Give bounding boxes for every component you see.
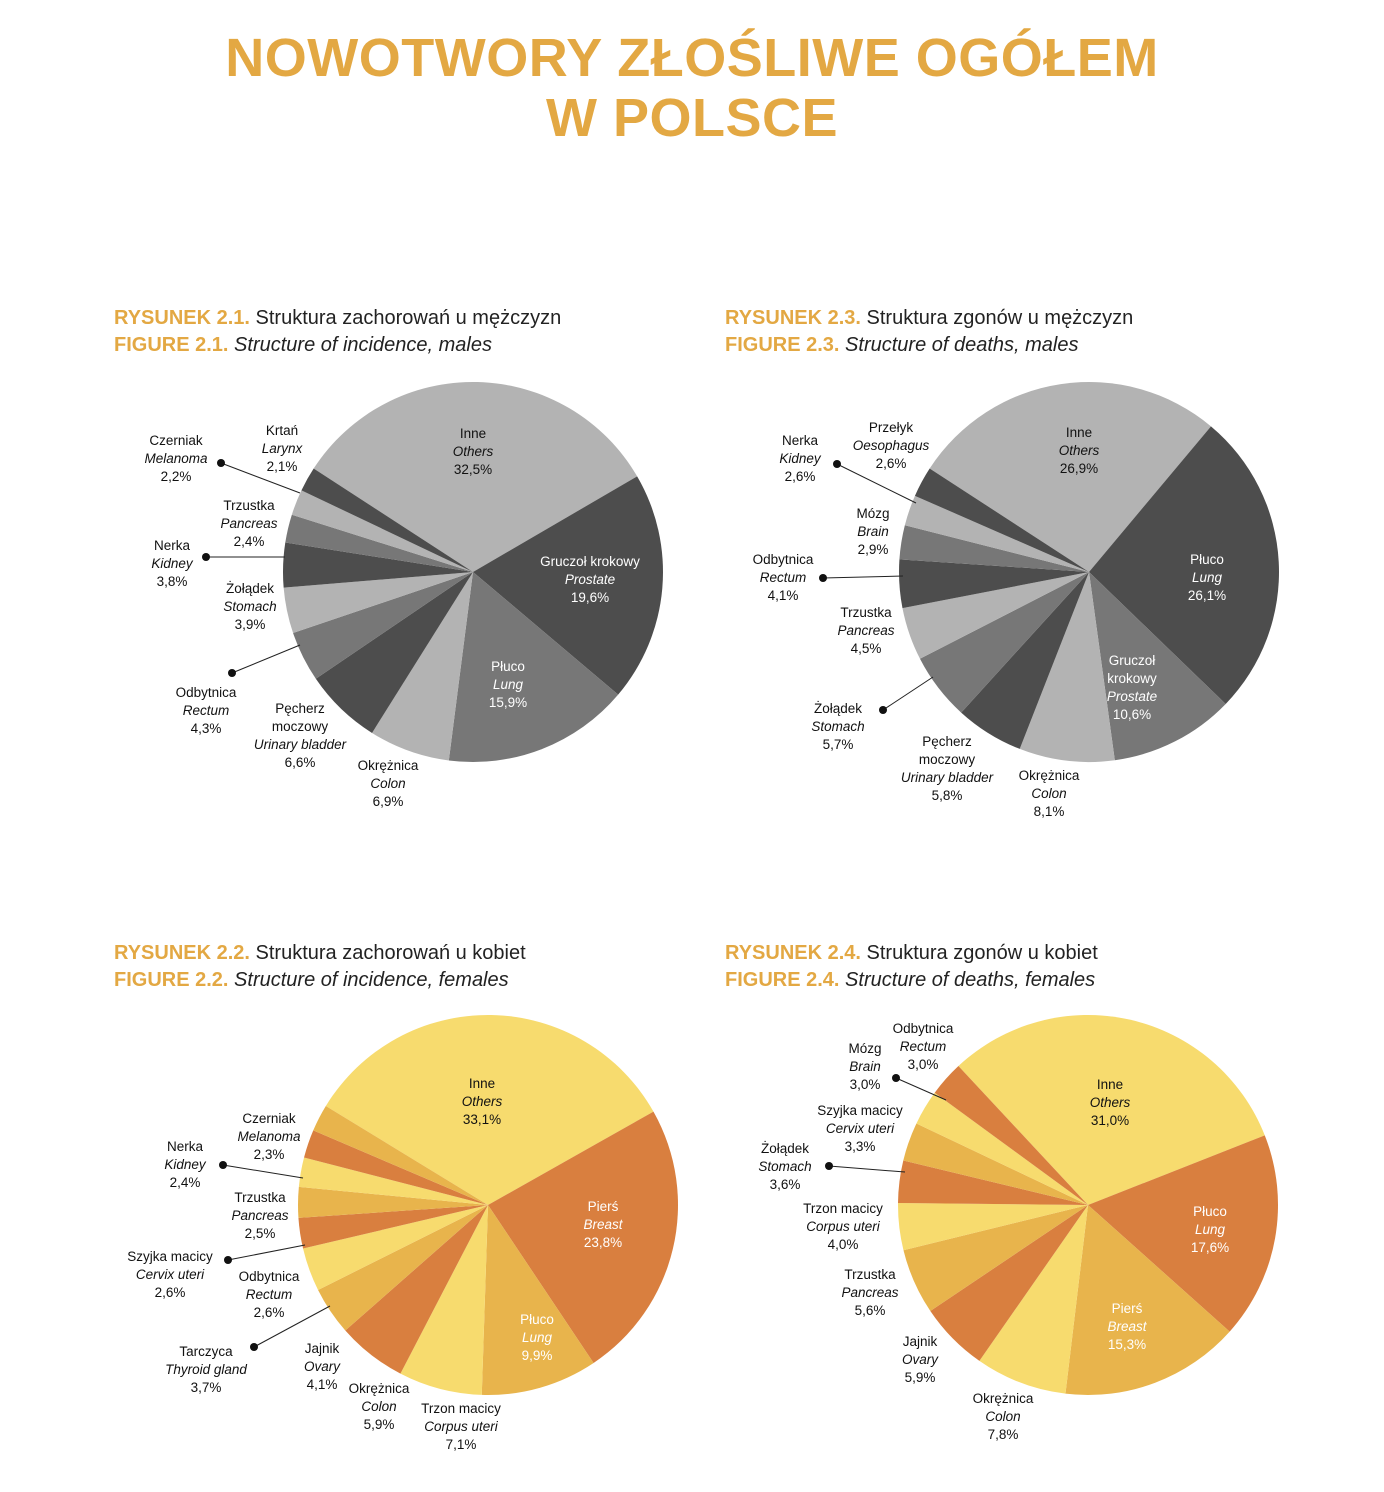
slice-label-urinary-bladder (254, 700, 346, 772)
slice-value: 5,8% (931, 788, 963, 803)
slice-value: 26,9% (1059, 461, 1099, 476)
slice-label-urinary-bladder (901, 733, 993, 805)
slice-value: 4,1% (767, 588, 799, 603)
slice-label-stomach (223, 580, 276, 634)
leader-line (823, 576, 903, 578)
slice-value: 2,4% (233, 534, 265, 549)
figure-title-pl: Struktura zgonów u kobiet (866, 942, 1098, 964)
slice-label-stomach (758, 1140, 811, 1194)
slice-value: 3,8% (156, 574, 188, 589)
slice-value: 5,6% (854, 1303, 886, 1318)
slice-name-pl: Płuco (1190, 552, 1224, 567)
leader-line (829, 1166, 905, 1172)
slice-label-ovary (304, 1340, 340, 1394)
figure-number-en: FIGURE 2.4. (725, 969, 840, 991)
slice-value: 3,6% (769, 1177, 801, 1192)
slice-name-pl: Trzustka (844, 1267, 896, 1282)
slice-name-pl: Czerniak (242, 1111, 296, 1126)
figure-title-en: Structure of deaths, males (845, 334, 1079, 356)
slice-label-others (1059, 424, 1100, 478)
slice-name-pl: Nerka (166, 1139, 203, 1154)
slice-label-rectum (753, 551, 814, 605)
slice-value: 23,8% (583, 1235, 623, 1250)
slice-name-pl: Czerniak (149, 433, 203, 448)
slice-label-corpus-uteri (421, 1400, 501, 1454)
slice-value: 8,1% (1033, 804, 1065, 819)
slice-name-en: Stomach (223, 599, 277, 614)
slice-label-colon (1019, 767, 1080, 821)
slice-value: 3,0% (907, 1057, 939, 1072)
slice-value: 2,4% (169, 1175, 201, 1190)
figure-number-pl: RYSUNEK 2.4. (725, 942, 861, 964)
slice-name-pl: Trzon macicy (803, 1201, 883, 1216)
slice-name-pl: Mózg (848, 1041, 882, 1056)
slice-label-corpus-uteri (803, 1200, 883, 1254)
slice-name-pl: Trzon macicy (421, 1401, 501, 1416)
leader-dot (825, 1162, 833, 1170)
slice-value: 7,8% (987, 1427, 1019, 1442)
slice-value: 15,9% (488, 695, 528, 710)
slice-name-en: Ovary (303, 1359, 341, 1374)
leader-line (883, 677, 933, 710)
slice-name-en: Melanoma (237, 1129, 301, 1144)
slice-label-rectum (176, 684, 237, 738)
slice-label-ovary (902, 1333, 938, 1387)
slice-label-breast (583, 1198, 622, 1252)
slice-name-en: Urinary bladder (253, 737, 347, 752)
slice-value: 2,6% (875, 456, 907, 471)
figure-number-pl: RYSUNEK 2.3. (725, 307, 861, 329)
slice-name-pl: Odbytnica (892, 1021, 954, 1036)
slice-name-en: Others (1089, 1095, 1131, 1110)
slice-name-en: Rectum (899, 1039, 947, 1054)
slice-label-rectum (239, 1268, 300, 1322)
slice-value: 6,9% (372, 794, 404, 809)
slice-value: 2,3% (253, 1147, 285, 1162)
slice-name-pl: Okrężnica (1018, 768, 1080, 783)
slice-name-pl: Nerka (781, 433, 818, 448)
slice-label-colon (973, 1390, 1034, 1444)
leader-dot (202, 553, 210, 561)
slice-label-colon (358, 757, 419, 811)
slice-label-lung (489, 658, 527, 712)
slice-value: 5,9% (904, 1370, 936, 1385)
slice-name-en: Lung (1194, 1222, 1226, 1237)
slice-name-en: Others (461, 1094, 503, 1109)
leader-dot (892, 1074, 900, 1082)
slice-name-en: Lung (1191, 570, 1223, 585)
slice-label-breast (1107, 1300, 1146, 1354)
slice-label-rectum (893, 1020, 954, 1074)
slice-name-pl: Pierś (587, 1199, 619, 1214)
slice-name-en: Kidney (164, 1157, 206, 1172)
slice-name-en: Larynx (261, 441, 303, 456)
leader-dot (879, 706, 887, 714)
slice-name-en: Corpus uteri (806, 1219, 880, 1234)
slice-label-pancreas (220, 497, 277, 551)
slice-value: 3,0% (849, 1077, 881, 1092)
figure-title-pl: Struktura zachorowań u mężczyzn (255, 307, 562, 329)
slice-name-pl: Inne (1065, 425, 1093, 440)
slice-value: 5,7% (822, 737, 854, 752)
slice-label-lung (1188, 551, 1226, 605)
slice-name-en: Cervix uteri (825, 1121, 895, 1136)
slice-label-others (453, 425, 494, 479)
slice-name-en: Rectum (182, 703, 230, 718)
slice-value: 2,9% (857, 542, 889, 557)
leader-line (232, 645, 300, 673)
slice-value: 2,6% (154, 1285, 186, 1300)
slice-name-pl: Inne (459, 426, 487, 441)
figure-title-en: Structure of incidence, males (234, 334, 492, 356)
slice-value: 17,6% (1190, 1240, 1230, 1255)
leader-dot (228, 669, 236, 677)
page-title-line-1: NOWOTWORY ZŁOŚLIWE OGÓŁEM (225, 28, 1159, 88)
slice-label-pancreas (841, 1266, 898, 1320)
slice-name-pl: Okrężnica (357, 758, 419, 773)
slice-name-pl: Nerka (153, 538, 190, 553)
slice-label-melanoma (144, 432, 207, 486)
slice-name-en: Kidney (151, 556, 193, 571)
slice-name-en: Colon (361, 1399, 397, 1414)
slice-name-pl: Odbytnica (238, 1269, 300, 1284)
slice-label-lung (1191, 1203, 1229, 1257)
slice-name-en: Corpus uteri (424, 1419, 498, 1434)
slice-name-en: Colon (1031, 786, 1067, 801)
slice-value: 3,3% (844, 1139, 876, 1154)
slice-name-en: Urinary bladder (900, 770, 994, 785)
slice-name-pl: Żołądek (760, 1141, 810, 1156)
slice-name-en: Colon (370, 776, 406, 791)
slice-name-pl: Mózg (856, 506, 890, 521)
slice-name-en: Lung (492, 677, 524, 692)
slice-name-en: Rectum (245, 1287, 293, 1302)
figure-number-en: FIGURE 2.1. (114, 334, 229, 356)
figure-title-en: Structure of deaths, females (845, 969, 1096, 991)
slice-label-prostate (1107, 652, 1157, 724)
slice-name-en: Ovary (901, 1352, 939, 1367)
slice-label-thyroid-gland (165, 1343, 247, 1397)
leader-line (223, 1165, 303, 1178)
slice-name-pl: Szyjka macicy (127, 1249, 213, 1264)
slice-name-en: Cervix uteri (135, 1267, 205, 1282)
slice-name-en: Pancreas (837, 623, 895, 638)
slice-name-pl: Tarczyca (179, 1344, 233, 1359)
slice-name-pl: Jajnik (304, 1341, 340, 1356)
leader-dot (819, 574, 827, 582)
slice-name-pl: Trzustka (223, 498, 275, 513)
slice-value: 3,7% (190, 1380, 222, 1395)
slice-name-en: Others (1058, 443, 1100, 458)
figure-number-en: FIGURE 2.2. (114, 969, 229, 991)
slice-name-en: Thyroid gland (165, 1362, 247, 1377)
figure-number-en: FIGURE 2.3. (725, 334, 840, 356)
slice-name-en: Lung (521, 1330, 553, 1345)
slice-label-stomach (811, 700, 864, 754)
slice-name-en: Pancreas (220, 516, 278, 531)
slice-name-en: Pancreas (231, 1208, 289, 1223)
slice-name-en: Breast (1107, 1319, 1147, 1334)
slice-name-pl: Gruczoł krokowy (1107, 653, 1157, 686)
slice-name-pl: Okrężnica (972, 1391, 1034, 1406)
slice-value: 3,9% (234, 617, 266, 632)
slice-name-pl: Trzustka (234, 1190, 286, 1205)
slice-name-en: Prostate (564, 572, 616, 587)
slice-label-melanoma (237, 1110, 300, 1164)
figure-title-pl: Struktura zgonów u mężczyzn (866, 307, 1134, 329)
leader-dot (224, 1256, 232, 1264)
slice-name-en: Stomach (811, 719, 865, 734)
slice-value: 5,9% (363, 1417, 395, 1432)
slice-name-pl: Płuco (520, 1312, 554, 1327)
slice-value: 4,3% (190, 721, 222, 736)
slice-name-pl: Żołądek (225, 581, 275, 596)
slice-name-pl: Płuco (491, 659, 525, 674)
slice-name-en: Colon (985, 1409, 1021, 1424)
slice-value: 10,6% (1112, 707, 1152, 722)
slice-name-en: Oesophagus (852, 438, 930, 453)
slice-value: 2,6% (784, 469, 816, 484)
slice-name-en: Breast (583, 1217, 623, 1232)
slice-name-pl: Pęcherz moczowy (918, 734, 976, 767)
slice-name-pl: Odbytnica (752, 552, 814, 567)
slice-label-brain (856, 505, 889, 559)
slice-value: 2,6% (253, 1305, 285, 1320)
slice-value: 2,5% (244, 1226, 276, 1241)
slice-name-pl: Szyjka macicy (817, 1103, 903, 1118)
slice-value: 7,1% (445, 1437, 477, 1452)
slice-label-kidney (779, 432, 820, 486)
slice-name-pl: Krtań (265, 423, 299, 438)
slice-value: 31,0% (1090, 1113, 1130, 1128)
figure-title-en: Structure of incidence, females (234, 969, 509, 991)
slice-name-pl: Inne (468, 1076, 496, 1091)
slice-name-en: Rectum (759, 570, 807, 585)
slice-value: 33,1% (462, 1112, 502, 1127)
slice-label-larynx (262, 422, 303, 476)
slice-name-en: Pancreas (841, 1285, 899, 1300)
slice-label-pancreas (231, 1189, 288, 1243)
leader-dot (833, 460, 841, 468)
slice-name-pl: Pęcherz moczowy (271, 701, 329, 734)
slice-name-en: Brain (857, 524, 889, 539)
leader-dot (219, 1161, 227, 1169)
leader-line (228, 1245, 305, 1260)
slice-value: 2,1% (266, 459, 298, 474)
slice-value: 6,6% (284, 755, 316, 770)
slice-value: 15,3% (1107, 1337, 1147, 1352)
slice-value: 32,5% (453, 462, 493, 477)
slice-name-pl: Inne (1096, 1077, 1124, 1092)
leader-dot (250, 1343, 258, 1351)
slice-label-brain (848, 1040, 881, 1094)
slice-name-en: Kidney (779, 451, 821, 466)
slice-label-oesophagus (853, 419, 930, 473)
slice-label-cervix-uteri (817, 1102, 903, 1156)
slice-name-en: Prostate (1106, 689, 1158, 704)
slice-name-pl: Przełyk (868, 420, 914, 435)
slice-value: 26,1% (1187, 588, 1227, 603)
slice-value: 2,2% (160, 469, 192, 484)
slice-name-pl: Płuco (1193, 1204, 1227, 1219)
slice-label-others (462, 1075, 503, 1129)
leader-dot (217, 459, 225, 467)
slice-label-colon (349, 1380, 410, 1434)
slice-name-pl: Gruczoł krokowy (540, 554, 640, 569)
slice-value: 9,9% (521, 1348, 553, 1363)
page-title-line-2: W POLSCE (545, 88, 838, 148)
slice-name-pl: Okrężnica (348, 1381, 410, 1396)
slice-label-lung (520, 1311, 554, 1365)
slice-value: 19,6% (570, 590, 610, 605)
slice-name-pl: Odbytnica (175, 685, 237, 700)
slice-name-en: Melanoma (144, 451, 208, 466)
slice-name-pl: Żołądek (813, 701, 863, 716)
slice-name-pl: Pierś (1111, 1301, 1143, 1316)
slice-name-en: Brain (849, 1059, 881, 1074)
slice-label-kidney (164, 1138, 205, 1192)
slice-value: 4,0% (827, 1237, 859, 1252)
slice-label-kidney (151, 537, 192, 591)
slice-label-pancreas (837, 604, 894, 658)
slice-name-en: Others (452, 444, 494, 459)
slice-name-pl: Jajnik (902, 1334, 938, 1349)
slice-value: 4,1% (306, 1377, 338, 1392)
slice-name-pl: Trzustka (840, 605, 892, 620)
slice-label-cervix-uteri (127, 1248, 213, 1302)
slice-name-en: Stomach (758, 1159, 812, 1174)
figure-number-pl: RYSUNEK 2.1. (114, 307, 250, 329)
slice-label-prostate (540, 553, 640, 607)
figure-title-pl: Struktura zachorowań u kobiet (255, 942, 526, 964)
figure-number-pl: RYSUNEK 2.2. (114, 942, 250, 964)
slice-label-others (1090, 1076, 1131, 1130)
slice-value: 4,5% (850, 641, 882, 656)
